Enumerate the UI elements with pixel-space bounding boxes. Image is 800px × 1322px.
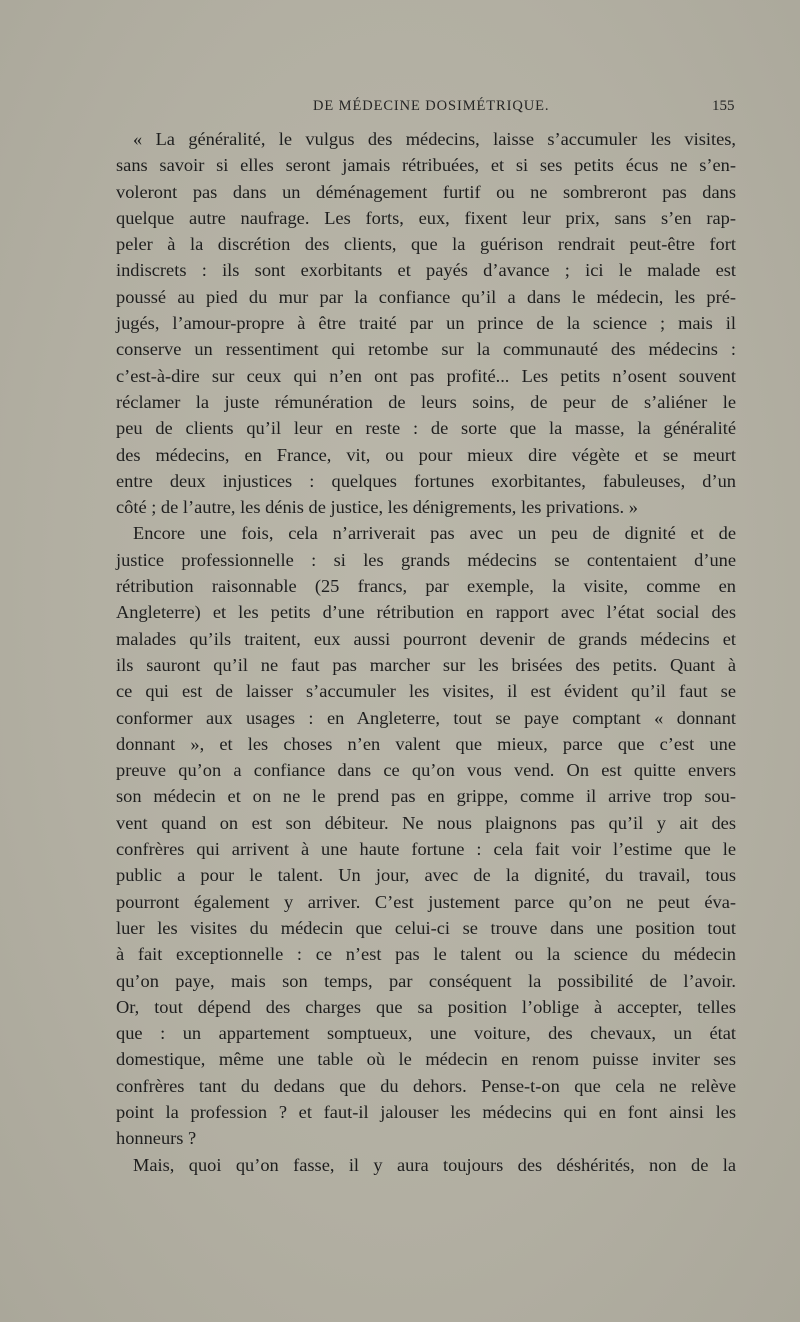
text-line: donnant », et les choses n’en valent que mieux, parce que c’est une xyxy=(116,733,736,754)
text-line: poussé au pied du mur par la confiance qu’il a dans le médecin, les pré- xyxy=(116,286,736,307)
text-line: point la profession ? et faut-il jalouser les médecins qui en font ainsi les xyxy=(116,1101,736,1122)
text-line: à fait exceptionnelle : ce n’est pas le talent ou la science du médecin xyxy=(116,944,736,965)
text-line: peler à la discrétion des clients, que la guérison rendrait peut-être fort xyxy=(116,234,736,255)
text-line: jugés, l’amour-propre à être traité par un prince de la science ; mais il xyxy=(116,313,736,334)
text-line: Or, tout dépend des charges que sa position l’oblige à accepter, telles xyxy=(116,996,736,1017)
text-line: rétribution raisonnable (25 francs, par exemple, la visite, comme en xyxy=(116,576,736,597)
text-line: honneurs ? xyxy=(116,1128,197,1149)
text-line: vent quand on est son débiteur. Ne nous plaignons pas qu’il y ait des xyxy=(116,812,736,833)
text-line: ce qui est de laisser s’accumuler les visites, il est évident qu’il faut se xyxy=(116,681,736,702)
text-line: sans savoir si elles seront jamais rétribuées, et si ses petits écus ne s’en- xyxy=(116,155,736,176)
running-title: DE MÉDECINE DOSIMÉTRIQUE. xyxy=(313,98,550,114)
text-line: côté ; de l’autre, les dénis de justice, les dénigrements, les privations. » xyxy=(116,497,638,518)
text-line: preuve qu’on a confiance dans ce qu’on vous vend. On est quitte envers xyxy=(116,760,736,781)
text-line: c’est-à-dire sur ceux qui n’en ont pas profité... Les petits n’osent souvent xyxy=(116,365,736,386)
text-line: quelque autre naufrage. Les forts, eux, fixent leur prix, sans s’en rap- xyxy=(116,207,736,228)
text-line: « La généralité, le vulgus des médecins, laisse s’accumuler les visites, xyxy=(133,129,736,149)
text-line: des médecins, en France, vit, ou pour mieux dire végète et se meurt xyxy=(116,444,736,465)
text-line: malades qu’ils traitent, eux aussi pourront devenir de grands médecins et xyxy=(116,628,736,649)
text-line: qu’on paye, mais son temps, par conséquent la possibilité de l’avoir. xyxy=(116,970,736,991)
text-line: ils sauront qu’il ne faut pas marcher sur les brisées des petits. Quant à xyxy=(116,654,736,675)
text-line: son médecin et on ne le prend pas en grippe, comme il arrive trop sou- xyxy=(116,786,736,807)
text-line: confrères qui arrivent à une haute fortune : cela fait voir l’estime que le xyxy=(116,839,736,860)
text-line: domestique, même une table où le médecin en renom puisse inviter ses xyxy=(116,1049,736,1070)
text-line: conformer aux usages : en Angleterre, tout se paye comptant « donnant xyxy=(116,707,736,728)
page-number: 155 xyxy=(712,98,735,114)
text-line: entre deux injustices : quelques fortunes exorbitantes, fabuleuses, d’un xyxy=(116,470,736,491)
text-line: confrères tant du dedans que du dehors. Pense-t-on que cela ne relève xyxy=(116,1075,736,1096)
text-line: justice professionnelle : si les grands médecins se contentaient d’une xyxy=(116,549,736,570)
text-line: Angleterre) et les petits d’une rétribution en rapport avec l’état social des xyxy=(116,602,736,623)
text-line: Encore une fois, cela n’arriverait pas avec un peu de dignité et de xyxy=(133,523,736,544)
text-line: indiscrets : ils sont exorbitants et payés d’avance ; ici le malade est xyxy=(116,260,736,281)
text-line: voleront pas dans un déménagement furtif ou ne sombreront pas dans xyxy=(116,181,736,202)
text-line: peu de clients qu’il leur en reste : de sorte que la masse, la généralité xyxy=(116,418,736,439)
text-line: conserve un ressentiment qui retombe sur la communauté des médecins : xyxy=(116,339,736,360)
body-text xyxy=(116,126,736,1178)
text-line: que : un appartement somptueux, une voiture, des chevaux, un état xyxy=(116,1023,736,1044)
text-line: public a pour le talent. Un jour, avec de la dignité, du travail, tous xyxy=(116,865,736,886)
text-line: luer les visites du médecin que celui-ci se trouve dans une position tout xyxy=(116,917,736,938)
text-line: Mais, quoi qu’on fasse, il y aura toujours des déshérités, non de la xyxy=(133,1154,736,1175)
text-line: pourront également y arriver. C’est justement parce qu’on ne peut éva- xyxy=(116,891,736,912)
text-line: réclamer la juste rémunération de leurs soins, de peur de s’aliéner le xyxy=(116,391,736,412)
